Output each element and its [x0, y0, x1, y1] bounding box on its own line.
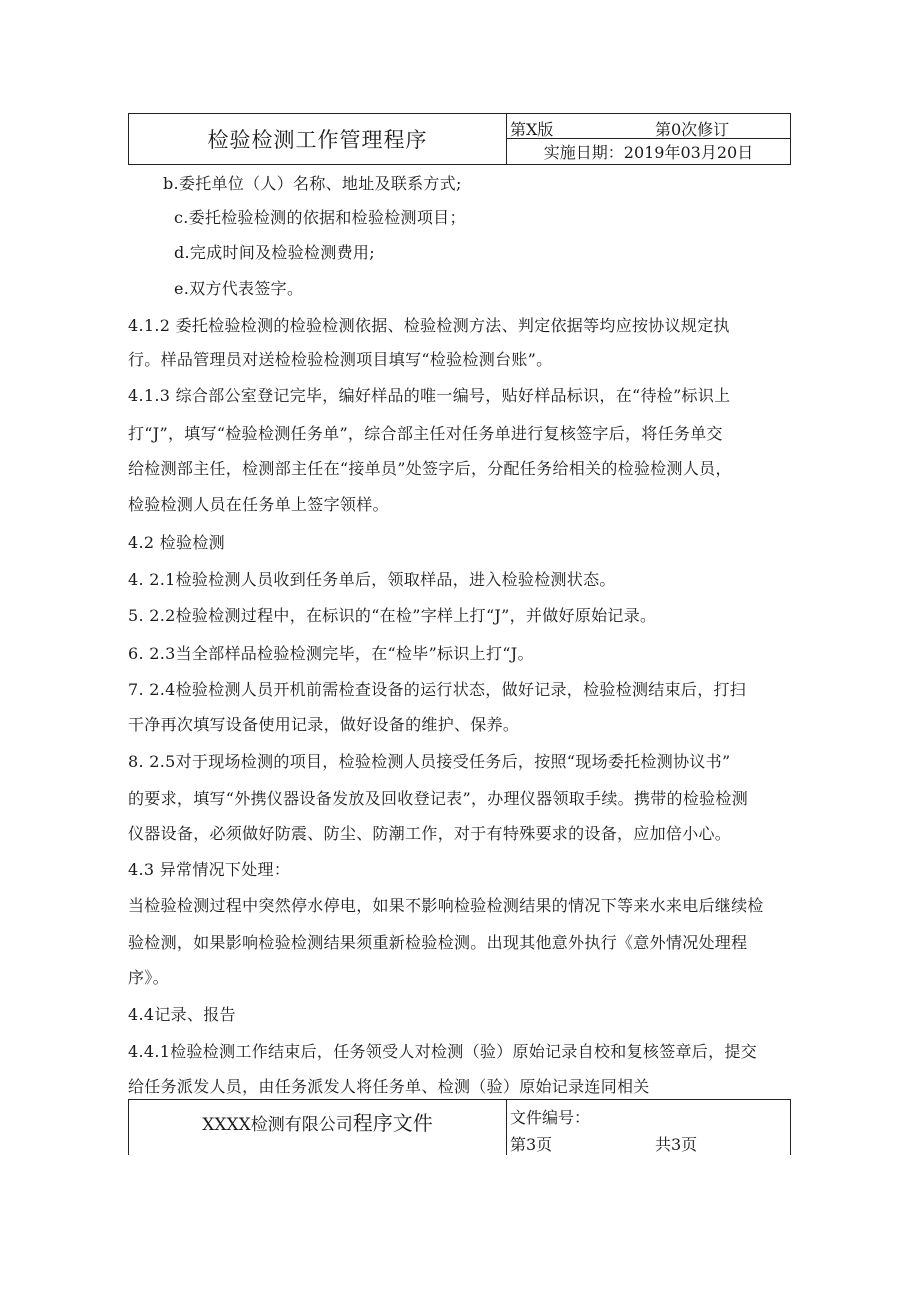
- paragraph-line: 序》。: [128, 968, 169, 987]
- paragraph-line: 4. 2.1检验检测人员收到任务单后，领取样品，进入检验检测状态。: [128, 570, 616, 589]
- file-number-label: 文件编号：: [510, 1108, 591, 1127]
- footer-company-cell: [129, 1100, 507, 1155]
- section-heading: 4.2 检验检测: [128, 533, 225, 552]
- paragraph-line: 干净再次填写设备使用记录，做好设备的维护、保养。: [128, 715, 520, 734]
- revision-label: 第0次修订: [655, 120, 730, 139]
- paragraph-line: 7. 2.4检验检测人员开机前需检查设备的运行状态，做好记录，检验检测结束后，打扫: [128, 680, 747, 699]
- paragraph-line: 行。样品管理员对送检检验检测项目填写“检验检测台账”。: [128, 350, 553, 369]
- paragraph-line: 仪器设备，必须做好防震、防尘、防潮工作，对于有特殊要求的设备，应加倍小心。: [128, 824, 732, 843]
- list-item-e: e.双方代表签字。: [174, 279, 304, 298]
- total-pages: 共3页: [655, 1135, 698, 1154]
- footer-table: [128, 1099, 791, 1155]
- paragraph-line: 给任务派发人员，由任务派发人将任务单、检测（验）原始记录连同相关: [128, 1077, 650, 1096]
- paragraph-line: 打“J”，填写“检验检测任务单”，综合部主任对任务单进行复核签字后，将任务单交: [128, 424, 723, 443]
- list-item-d: d.完成时间及检验检测费用;: [174, 243, 375, 262]
- paragraph-line: 4.1.2 委托检验检测的检验检测依据、检验检测方法、判定依据等均应按协议规定执: [128, 316, 730, 335]
- version-label: 第X版: [510, 120, 554, 139]
- header-version-row: [507, 114, 790, 139]
- section-heading: 4.4记录、报告: [128, 1005, 236, 1024]
- list-item-b: b.委托单位（人）名称、地址及联系方式;: [163, 174, 462, 193]
- section-heading: 4.3 异常情况下处理：: [128, 860, 291, 879]
- paragraph-line: 4.1.3 综合部公室登记完毕，编好样品的唯一编号，贴好样品标识，在“待检”标识上: [128, 386, 731, 405]
- effective-date: 实施日期：2019年03月20日: [543, 143, 754, 162]
- list-item-c: c.委托检验检测的依据和检验检测项目；: [174, 208, 466, 227]
- header-table: [128, 113, 791, 165]
- page-number: 第3页: [510, 1135, 553, 1154]
- document-title: 检验检测工作管理程序: [129, 114, 507, 164]
- paragraph-line: 6. 2.3当全部样品检验检测完毕，在“检毕”标识上打“J。: [128, 644, 534, 663]
- paragraph-line: 4.4.1检验检测工作结束后，任务领受人对检测（验）原始记录自校和复核签章后，提交: [128, 1042, 758, 1061]
- paragraph-line: 验检测，如果影响检验检测结果须重新检验检测。出现其他意外执行《意外情况处理程: [128, 933, 748, 952]
- document-type: 程序文件: [352, 1111, 433, 1135]
- paragraph-line: 给检测部主任，检测部主任在“接单员”处签字后，分配任务给相关的检验检测人员，: [128, 459, 732, 478]
- paragraph-line: 5. 2.2检验检测过程中，在标识的“在检”字样上打“J”，并做好原始记录。: [128, 606, 657, 625]
- paragraph-line: 当检验检测过程中突然停水停电，如果不影响检验检测结果的情况下等来水来电后继续检: [128, 896, 764, 915]
- company-name: XXXX检测有限公司: [202, 1115, 353, 1135]
- paragraph-line: 检验检测人员在任务单上签字领样。: [128, 495, 389, 514]
- paragraph-line: 的要求，填写“外携仪器设备发放及回收登记表”，办理仪器领取手续。携带的检验检测: [128, 789, 749, 808]
- paragraph-line: 8. 2.5对于现场检测的项目，检验检测人员接受任务后，按照“现场委托检测协议书”: [128, 752, 731, 771]
